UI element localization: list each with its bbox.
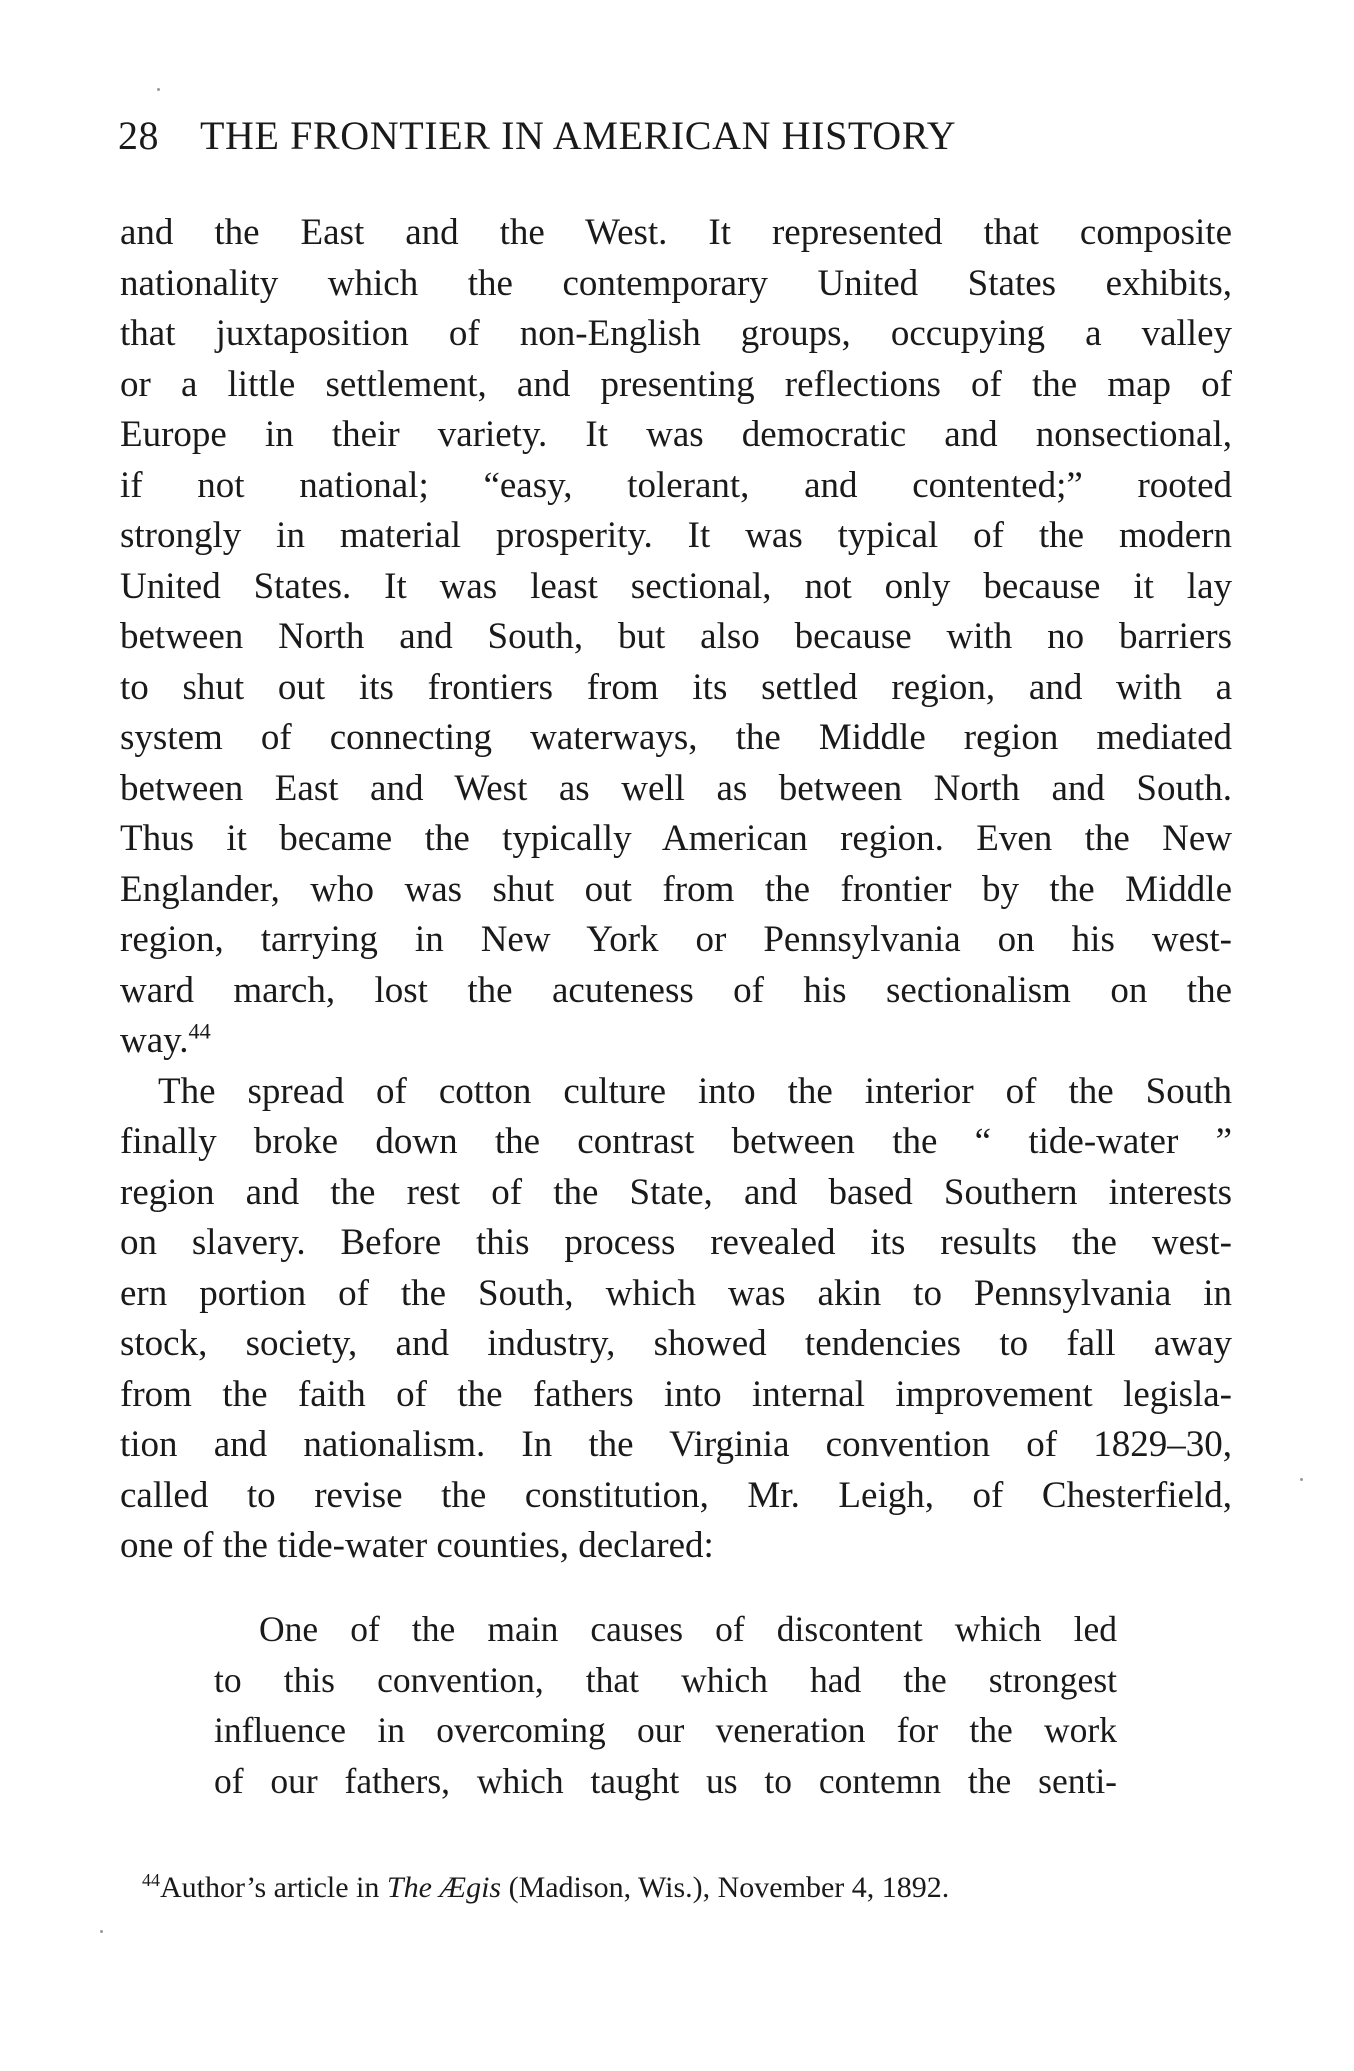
text-fragment: way. bbox=[120, 1020, 189, 1061]
quote-line: One of the main causes of discontent which led bbox=[259, 1609, 1117, 1649]
text-line: nationality which the contemporary United States exhibits, bbox=[120, 262, 1232, 304]
text-line: region and the rest of the State, and based Southern interests bbox=[120, 1171, 1232, 1213]
text-line: or a little settlement, and presenting reflections of the map of bbox=[120, 363, 1232, 405]
running-title: THE FRONTIER IN AMERICAN HISTORY bbox=[200, 113, 957, 158]
text-line: Europe in their variety. It was democratic and nonsectional, bbox=[120, 414, 1232, 455]
text-line: if not national; “easy, tolerant, and contented;” rooted bbox=[120, 464, 1232, 506]
text-line: between North and South, but also because with no barriers bbox=[120, 616, 1232, 657]
text-line: tion and nationalism. In the Virginia convention of 1829–30, bbox=[120, 1424, 1232, 1465]
text-line: United States. It was least sectional, not only because it lay bbox=[120, 565, 1232, 607]
text-line: system of connecting waterways, the Middle region mediated bbox=[120, 717, 1232, 758]
footnote-number: 44 bbox=[142, 1870, 160, 1891]
scan-speck bbox=[1300, 1478, 1303, 1481]
text-line: region, tarrying in New York or Pennsylvania on his west- bbox=[120, 919, 1232, 960]
footnote-reference[interactable]: 44 bbox=[188, 1018, 211, 1044]
text-line: and the East and the West. It represented that composite bbox=[120, 212, 1232, 253]
scan-speck bbox=[157, 88, 160, 91]
text-line: strongly in material prosperity. It was typical of the modern bbox=[120, 515, 1232, 556]
running-head bbox=[118, 112, 1118, 160]
body-text bbox=[120, 208, 1232, 1572]
text-line: between East and West as well as between North and South. bbox=[120, 767, 1232, 809]
text-line: one of the tide-water counties, declared: bbox=[120, 1525, 714, 1566]
text-line: ern portion of the South, which was akin to Pennsylvania in bbox=[120, 1272, 1232, 1314]
text-line: to shut out its frontiers from its settled region, and with a bbox=[120, 666, 1232, 708]
quote-line: to this convention, that which had the strongest bbox=[214, 1659, 1117, 1700]
text-line: from the faith of the fathers into internal improvement legisla- bbox=[120, 1373, 1232, 1415]
footnote-text: Author’s article in bbox=[160, 1871, 387, 1904]
text-line: ward march, lost the acuteness of his sectionalism on the bbox=[120, 969, 1232, 1011]
paragraph-2 bbox=[120, 1067, 1232, 1572]
text-line: stock, society, and industry, showed tendencies to fall away bbox=[120, 1323, 1232, 1364]
text-line: called to revise the constitution, Mr. Leigh, of Chesterfield, bbox=[120, 1474, 1232, 1516]
quote-line: of our fathers, which taught us to contemn the senti- bbox=[214, 1760, 1117, 1801]
text-line: that juxtaposition of non-English groups, occupying a valley bbox=[120, 313, 1232, 354]
block-quotation bbox=[214, 1604, 1117, 1806]
text-line: The spread of cotton culture into the interior of the South bbox=[158, 1070, 1232, 1112]
footnote-journal-title: The Ægis bbox=[386, 1871, 502, 1904]
text-line bbox=[120, 1016, 1232, 1067]
footnote bbox=[142, 1868, 1242, 1908]
text-line: on slavery. Before this process revealed its results the west- bbox=[120, 1222, 1232, 1263]
page-number: 28 bbox=[118, 113, 159, 158]
paragraph-1 bbox=[120, 208, 1232, 1067]
footnote-text: (Madison, Wis.), November 4, 1892. bbox=[501, 1871, 950, 1904]
text-line: Thus it became the typically American region. Even the New bbox=[120, 818, 1232, 859]
quote-line: influence in overcoming our veneration for the work bbox=[214, 1710, 1117, 1750]
text-line: finally broke down the contrast between the “ tide-water ” bbox=[120, 1121, 1232, 1162]
scan-speck bbox=[100, 1930, 103, 1933]
text-line: Englander, who was shut out from the frontier by the Middle bbox=[120, 868, 1232, 910]
